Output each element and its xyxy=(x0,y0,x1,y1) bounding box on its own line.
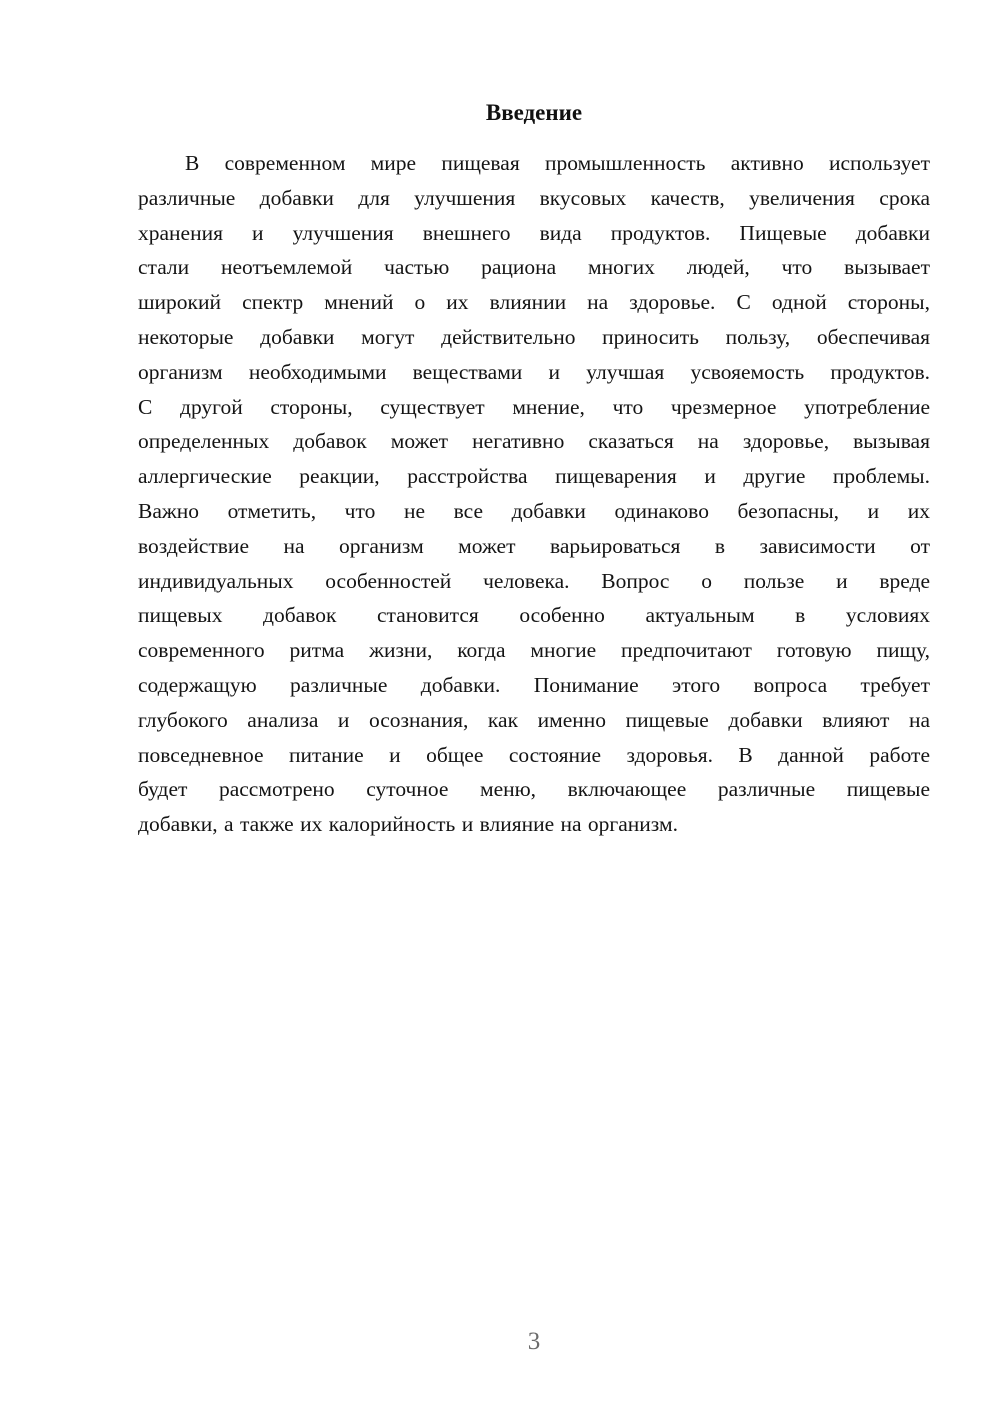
paragraph-line: содержащую различные добавки. Понимание этого вопроса требует xyxy=(138,672,930,697)
page-number: 3 xyxy=(527,1328,541,1355)
paragraph-line: Важно отметить, что не все добавки одинаково безопасны, и их xyxy=(138,498,930,523)
paragraph-line: хранения и улучшения внешнего вида продуктов. Пищевые добавки xyxy=(138,220,930,245)
paragraph-line: воздействие на организм может варьироваться в зависимости от xyxy=(138,533,930,558)
paragraph-line: добавки, а также их калорийность и влияние на организм. xyxy=(138,812,678,837)
text-block xyxy=(138,96,930,842)
paragraph-line: В современном мире пищевая промышленность активно использует xyxy=(185,151,930,175)
paragraph-line: некоторые добавки могут действительно приносить пользу, обеспечивая xyxy=(138,324,930,349)
paragraph-line: современного ритма жизни, когда многие предпочитают готовую пищу, xyxy=(138,638,930,663)
paragraph-line: организм необходимыми веществами и улучшая усвояемость продуктов. xyxy=(138,359,930,384)
paragraph-line: повседневное питание и общее состояние здоровья. В данной работе xyxy=(138,742,930,767)
paragraph-line: аллергические реакции, расстройства пищеварения и другие проблемы. xyxy=(138,464,930,489)
paragraph-line: широкий спектр мнений о их влиянии на здоровье. С одной стороны, xyxy=(138,290,930,315)
paragraph-line: глубокого анализа и осознания, как именно пищевые добавки влияют на xyxy=(138,707,930,732)
paragraph-line: определенных добавок может негативно сказаться на здоровье, вызывая xyxy=(138,429,930,454)
intro-paragraph xyxy=(138,146,930,842)
paragraph-line: различные добавки для улучшения вкусовых качеств, увеличения срока xyxy=(138,185,930,210)
paragraph-line: индивидуальных особенностей человека. Вопрос о пользе и вреде xyxy=(138,568,930,593)
paragraph-line: С другой стороны, существует мнение, что чрезмерное употребление xyxy=(138,394,930,419)
paragraph-line: будет рассмотрено суточное меню, включающее различные пищевые xyxy=(138,777,930,802)
section-heading: Введение xyxy=(485,100,583,125)
paragraph-line: стали неотъемлемой частью рациона многих людей, что вызывает xyxy=(138,255,930,280)
paragraph-line: пищевых добавок становится особенно актуальным в условиях xyxy=(138,603,930,628)
